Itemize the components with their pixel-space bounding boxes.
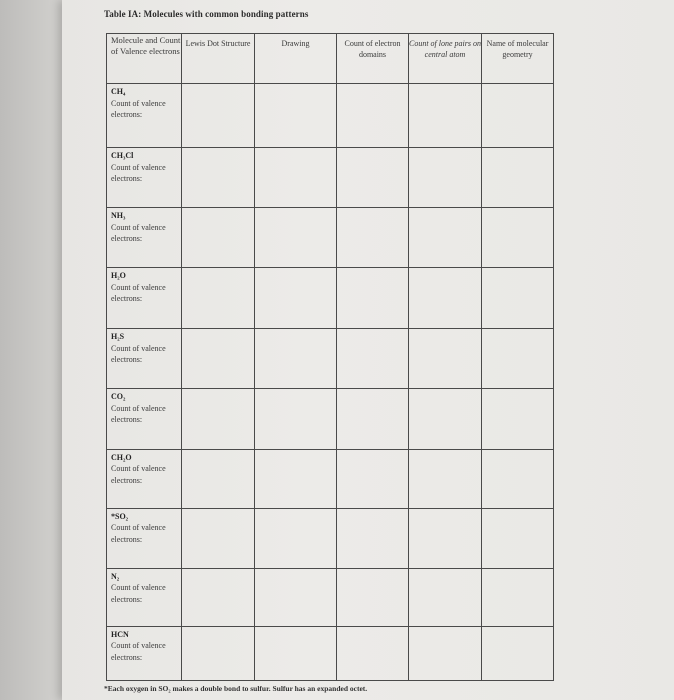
drawing-cell[interactable] (255, 449, 337, 508)
valence-count-label: Count of valence electrons: (111, 162, 166, 184)
valence-count-label: Count of valence electrons: (111, 523, 166, 544)
lewis-dot-cell[interactable] (182, 508, 255, 568)
table-row (107, 626, 554, 680)
table-title: Table IA: Molecules with common bonding patterns (104, 9, 309, 19)
lone-pairs-cell[interactable] (409, 626, 482, 680)
geometry-cell[interactable] (482, 329, 554, 389)
valence-count-label: Count of valence electrons: (111, 464, 166, 485)
drawing-cell[interactable] (255, 329, 337, 389)
drawing-cell[interactable] (255, 148, 337, 208)
valence-count-label: Count of valence electrons: (111, 98, 166, 119)
valence-count-label: Count of valence electrons: (111, 403, 166, 425)
drawing-cell[interactable] (255, 208, 337, 268)
geometry-cell[interactable] (482, 389, 554, 449)
molecule-formula: HCN (111, 629, 129, 639)
electron-domains-cell[interactable] (337, 268, 409, 329)
lone-pairs-cell[interactable] (409, 208, 482, 268)
lewis-dot-cell[interactable] (182, 329, 255, 389)
geometry-cell[interactable] (482, 148, 554, 208)
header-lewis-dot: Lewis Dot Structure (182, 34, 255, 84)
table-row (107, 208, 554, 268)
table-row (107, 389, 554, 449)
lone-pairs-cell[interactable] (409, 568, 482, 626)
molecule-formula: N₂ (111, 571, 120, 581)
molecule-cell (107, 329, 182, 389)
header-drawing: Drawing (255, 34, 337, 84)
drawing-cell[interactable] (255, 268, 337, 329)
lewis-dot-cell[interactable] (182, 268, 255, 329)
molecule-cell (107, 389, 182, 449)
geometry-cell[interactable] (482, 449, 554, 508)
lone-pairs-cell[interactable] (409, 84, 482, 148)
valence-count-label: Count of valence electrons: (111, 343, 166, 365)
molecule-cell (107, 568, 182, 626)
lewis-dot-cell[interactable] (182, 208, 255, 268)
header-electron-domains: Count of electron domains (337, 34, 409, 84)
table-row (107, 84, 554, 148)
header-row (107, 34, 554, 84)
lone-pairs-cell[interactable] (409, 508, 482, 568)
molecule-cell (107, 208, 182, 268)
molecule-formula: H₂O (111, 271, 126, 281)
table-row (107, 449, 554, 508)
geometry-cell[interactable] (482, 208, 554, 268)
background-shadow (0, 0, 62, 700)
table-row (107, 148, 554, 208)
drawing-cell[interactable] (255, 389, 337, 449)
molecule-formula: *SO₂ (111, 511, 129, 521)
lewis-dot-cell[interactable] (182, 449, 255, 508)
valence-count-label: Count of valence electrons: (111, 583, 166, 604)
footnote: *Each oxygen in SO₂ makes a double bond to sulfur. Sulfur has an expanded octet. (104, 684, 368, 693)
electron-domains-cell[interactable] (337, 449, 409, 508)
table-row (107, 568, 554, 626)
electron-domains-cell[interactable] (337, 84, 409, 148)
molecule-cell (107, 268, 182, 329)
drawing-cell[interactable] (255, 626, 337, 680)
lone-pairs-cell[interactable] (409, 389, 482, 449)
electron-domains-cell[interactable] (337, 508, 409, 568)
lewis-dot-cell[interactable] (182, 389, 255, 449)
table-row (107, 268, 554, 329)
valence-count-label: Count of valence electrons: (111, 641, 166, 662)
lewis-dot-cell[interactable] (182, 626, 255, 680)
drawing-cell[interactable] (255, 568, 337, 626)
molecule-formula: H₂S (111, 332, 125, 342)
molecule-formula: CO₂ (111, 392, 126, 402)
geometry-cell[interactable] (482, 84, 554, 148)
electron-domains-cell[interactable] (337, 329, 409, 389)
valence-count-label: Count of valence electrons: (111, 282, 166, 304)
table-row (107, 508, 554, 568)
table-row (107, 329, 554, 389)
molecule-formula: NH₃ (111, 211, 126, 221)
electron-domains-cell[interactable] (337, 389, 409, 449)
lone-pairs-cell[interactable] (409, 148, 482, 208)
geometry-cell[interactable] (482, 268, 554, 329)
molecule-cell (107, 508, 182, 568)
molecule-cell (107, 449, 182, 508)
molecule-formula: CH₃Cl (111, 151, 134, 161)
molecule-formula: CH₄ (111, 87, 126, 96)
geometry-cell[interactable] (482, 568, 554, 626)
molecule-cell (107, 148, 182, 208)
lone-pairs-cell[interactable] (409, 329, 482, 389)
lone-pairs-cell[interactable] (409, 268, 482, 329)
header-lone-pairs: Count of lone pairs on central atom (409, 34, 482, 84)
header-geometry: Name of molecular geometry (482, 34, 554, 84)
molecule-formula: CH₂O (111, 452, 132, 462)
molecule-table (106, 33, 554, 681)
electron-domains-cell[interactable] (337, 208, 409, 268)
molecule-cell (107, 626, 182, 680)
drawing-cell[interactable] (255, 84, 337, 148)
geometry-cell[interactable] (482, 508, 554, 568)
lone-pairs-cell[interactable] (409, 449, 482, 508)
lewis-dot-cell[interactable] (182, 84, 255, 148)
lewis-dot-cell[interactable] (182, 148, 255, 208)
drawing-cell[interactable] (255, 508, 337, 568)
geometry-cell[interactable] (482, 626, 554, 680)
lewis-dot-cell[interactable] (182, 568, 255, 626)
electron-domains-cell[interactable] (337, 148, 409, 208)
header-molecule: Molecule and Count of Valence electrons (107, 34, 182, 84)
valence-count-label: Count of valence electrons: (111, 222, 166, 244)
electron-domains-cell[interactable] (337, 568, 409, 626)
molecule-cell (107, 84, 182, 148)
electron-domains-cell[interactable] (337, 626, 409, 680)
